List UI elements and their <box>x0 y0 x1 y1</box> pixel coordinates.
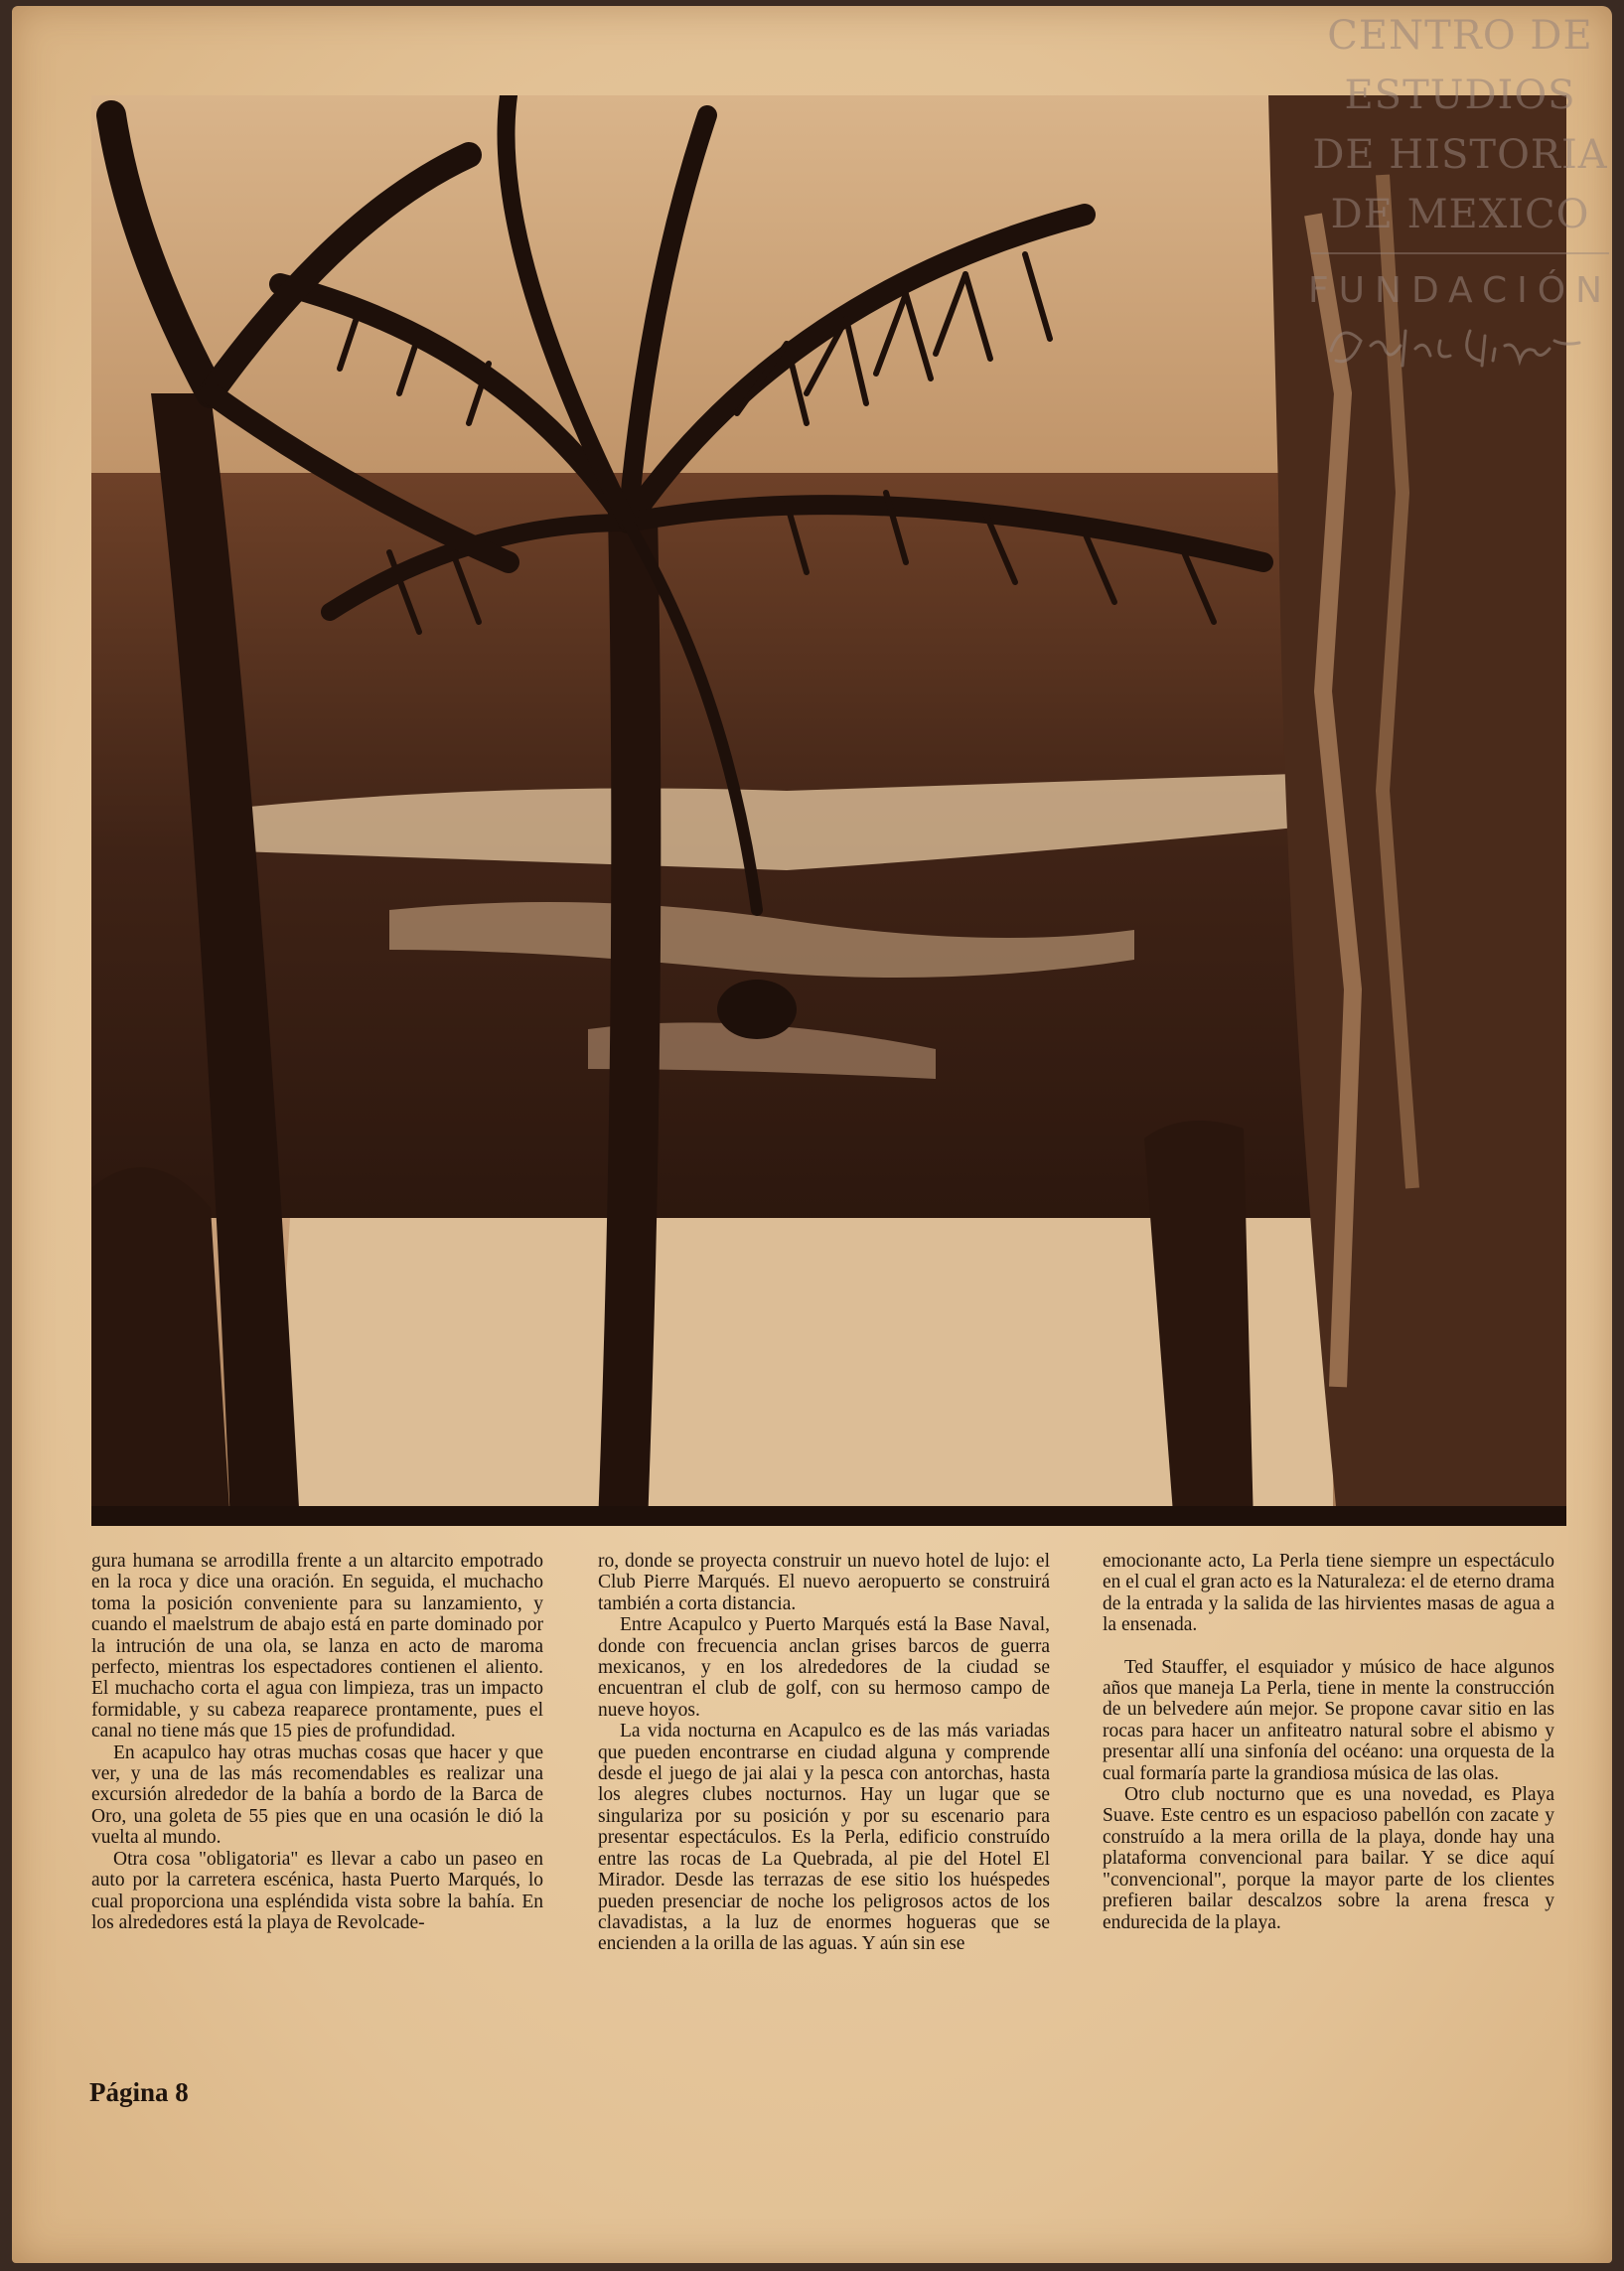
article-column-2 <box>598 1551 1050 1955</box>
signature-icon <box>1311 311 1609 380</box>
article-column-1 <box>91 1551 543 1933</box>
paragraph: Otra cosa "obligatoria" es llevar a cabo un paseo en auto por la carretera escénica, hasta Puerto Marqués, lo cual proporciona una espléndida vista sobre la bahía. En los alrededores está la playa de Revolcade- <box>91 1848 543 1933</box>
watermark-line: DE MEXICO <box>1330 192 1590 237</box>
watermark-foundation: FUNDACIÓN <box>1307 270 1613 311</box>
archive-watermark <box>1301 6 1619 403</box>
paragraph: ro, donde se proyecta construir un nuevo hotel de lujo: el Club Pierre Marqués. El nuevo aeropuerto se construirá también a corta distancia. <box>598 1551 1050 1614</box>
watermark-line: ESTUDIOS <box>1344 73 1576 118</box>
page-number: Página 8 <box>89 2077 189 2107</box>
watermark-divider <box>1311 252 1609 254</box>
watermark-line: DE HISTORIA <box>1312 132 1608 178</box>
paragraph: emocionante acto, La Perla tiene siempre un espectáculo en el cual el gran acto es la Naturaleza: el de eterno drama de la entrada y la salida de las hirvientes masas de agua a la ensenada. <box>1103 1551 1554 1636</box>
paragraph: Ted Stauffer, el esquiador y músico de hace algunos años que maneja La Perla, tiene in mente la construcción de un belvedere aún mejor. Se propone cavar sitio en las rocas para hacer un anfiteatro natural sobre el abismo y presentar allí una sinfonía del océano: una orquesta de la cual formaría parte la grandiosa música de las olas. <box>1103 1656 1554 1784</box>
watermark-line: CENTRO DE <box>1327 13 1593 59</box>
paragraph: Entre Acapulco y Puerto Marqués está la Base Naval, donde con frecuencia anclan grises barcos de guerra mexicanos, y en los alrededores de la ciudad se encuentran el club de golf, con su hermoso campo de nueve hoyos. <box>598 1614 1050 1721</box>
paragraph: La vida nocturna en Acapulco es de las más variadas que pueden encontrarse en ciudad alguna y comprende desde el juego de jai alai y la pesca con antorchas, hasta los alegres clubes nocturnos. Hay un lugar que se singulariza por su posición y por su escenario para presentar espectáculos. Es la Perla, edificio construído entre las rocas de La Quebrada, al pie del Hotel El Mirador. Desde las terrazas de ese sitio los huéspedes pueden presenciar de noche los peligrosos actos de los clavadistas, a la luz de enormes hogueras que se encienden a la orilla de las aguas. Y aún sin ese <box>598 1721 1050 1955</box>
paragraph: Otro club nocturno que es una novedad, es Playa Suave. Este centro es un espacioso pabellón con zacate y construído a la mera orilla de la playa, donde hay una plataforma convencional para bailar. Y se dice aquí "convencional", porque la mayor parte de los clientes prefieren bailar descalzos sobre la arena fresca y endurecida de la playa. <box>1103 1784 1554 1933</box>
paragraph: En acapulco hay otras muchas cosas que hacer y que ver, y una de las más recomendables es realizar una excursión alrededor de la bahía a bordo de la Barca de Oro, una goleta de 55 pies que en una ocasión le dió la vuelta al mundo. <box>91 1741 543 1849</box>
article-column-3 <box>1103 1551 1554 1933</box>
paragraph: gura humana se arrodilla frente a un altarcito empotrado en la roca y dice una oración. En seguida, el muchacho toma la posición conveniente para su lanzamiento, y cuando el maelstrum de abajo está en parte dominado por la intrución de una ola, se lanza en acto de maroma perfecto, mientras los espectadores contienen el aliento. El muchacho corta el agua con limpieza, tras un impacto formidable, y su cabeza reaparece prontamente, pues el canal no tiene más que 15 pies de profundidad. <box>91 1551 543 1742</box>
